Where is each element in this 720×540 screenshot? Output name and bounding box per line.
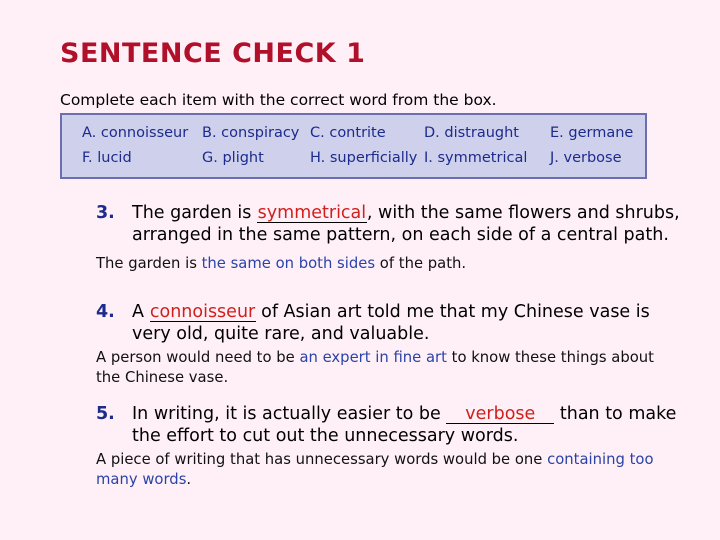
sentence-text: A [132, 302, 150, 322]
sentence-text-line2: arranged in the same pattern, on each side of a central path. [132, 225, 669, 245]
word-option-d: D. distraught [424, 125, 519, 141]
page-title: SENTENCE CHECK 1 [60, 38, 366, 69]
word-option-a: A. connoisseur [82, 125, 189, 141]
sentence-text: than to make [554, 404, 677, 424]
word-option-i: I. symmetrical [424, 150, 528, 166]
sentence-text-line2: the effort to cut out the unnecessary words. [132, 426, 519, 446]
answer-blank: symmetrical [257, 203, 367, 223]
word-option-e: E. germane [550, 125, 634, 141]
sentence-text: In writing, it is actually easier to be [132, 404, 447, 424]
answer-blank: verbose [446, 406, 554, 424]
sentence-item-4 [96, 301, 650, 345]
word-box [60, 113, 647, 179]
word-option-f: F. lucid [82, 150, 132, 166]
explanation-4: A person would need to be an expert in fine art to know these things about the Chinese vase. [96, 349, 654, 386]
sentence-text: of Asian art told me that my Chinese vase is [255, 302, 650, 322]
item-number: 5. [96, 404, 115, 424]
sentence-text: The garden is [132, 203, 257, 223]
word-option-h: H. superficially [310, 150, 418, 166]
item-number: 4. [96, 302, 115, 322]
answer-blank: connoisseur [149, 302, 256, 322]
sentence-text: , with the same flowers and shrubs, [366, 203, 680, 223]
sentence-item-3 [96, 202, 680, 246]
sentence-text-line2: very old, quite rare, and valuable. [132, 324, 430, 344]
word-option-c: C. contrite [310, 125, 386, 141]
word-option-j: J. verbose [550, 150, 622, 166]
instructions: Complete each item with the correct word from the box. [60, 91, 497, 109]
item-number: 3. [96, 203, 115, 223]
word-option-g: G. plight [202, 150, 264, 166]
explanation-5: A piece of writing that has unnecessary words would be one containing too many words. [96, 451, 654, 488]
sentence-item-5 [96, 403, 676, 447]
word-option-b: B. conspiracy [202, 125, 300, 141]
explanation-3: The garden is the same on both sides of the path. [96, 255, 467, 272]
